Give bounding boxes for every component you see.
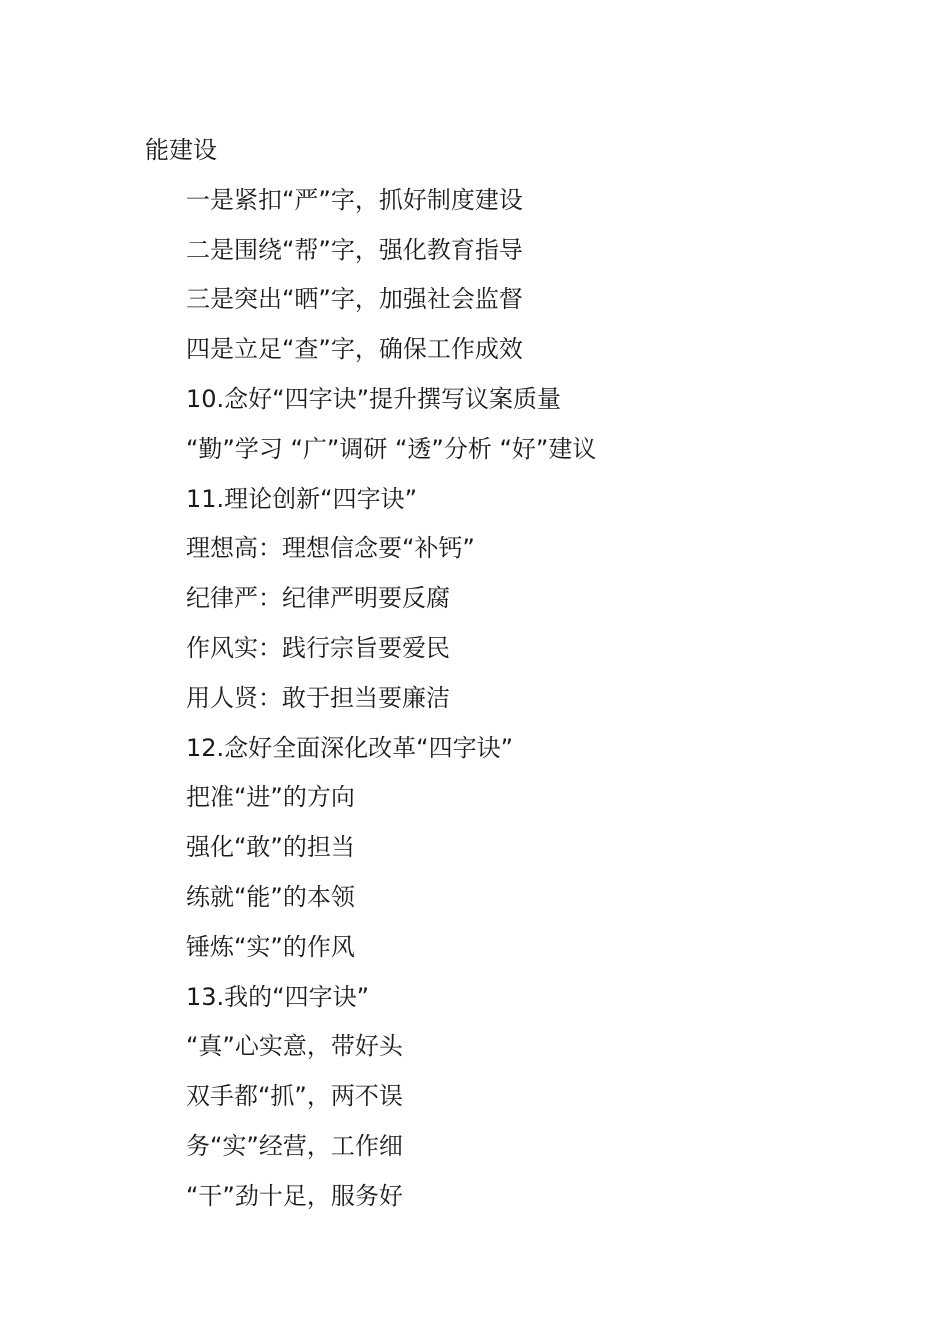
text-line: 强化“敢”的担当	[186, 833, 355, 862]
text-line: 务“实”经营，工作细	[186, 1131, 403, 1160]
text-line: 练就“能”的本领	[186, 882, 355, 911]
text-line: “勤”学习 “广”调研 “透”分析 “好”建议	[186, 434, 597, 463]
text-line: 用人贤：敢于担当要廉洁	[186, 683, 450, 712]
text-line: 四是立足“查”字，确保工作成效	[186, 335, 523, 364]
text-line: 锤炼“实”的作风	[186, 932, 355, 961]
text-line: 双手都“抓”，两不误	[186, 1082, 403, 1111]
text-line: 纪律严：纪律严明要反腐	[186, 584, 450, 613]
text-line: 作风实：践行宗旨要爱民	[186, 633, 450, 662]
text-line: “真”心实意，带好头	[186, 1032, 403, 1061]
text-line: “干”劲十足，服务好	[186, 1181, 403, 1210]
text-line: 理想高：理想信念要“补钙”	[186, 534, 475, 563]
section-heading: 10.念好“四字诀”提升撰写议案质量	[186, 384, 562, 413]
text-line: 二是围绕“帮”字，强化教育指导	[186, 235, 523, 264]
text-line: 把准“进”的方向	[186, 783, 355, 812]
text-line: 三是突出“晒”字，加强社会监督	[186, 285, 523, 314]
document-body	[0, 126, 950, 1222]
section-heading: 12.念好全面深化改革“四字诀”	[186, 733, 514, 762]
text-line: 一是紧扣“严”字，抓好制度建设	[186, 185, 523, 214]
continuation-line: 能建设	[145, 136, 217, 164]
section-heading: 13.我的“四字诀”	[186, 982, 370, 1011]
section-heading: 11.理论创新“四字诀”	[186, 484, 418, 513]
